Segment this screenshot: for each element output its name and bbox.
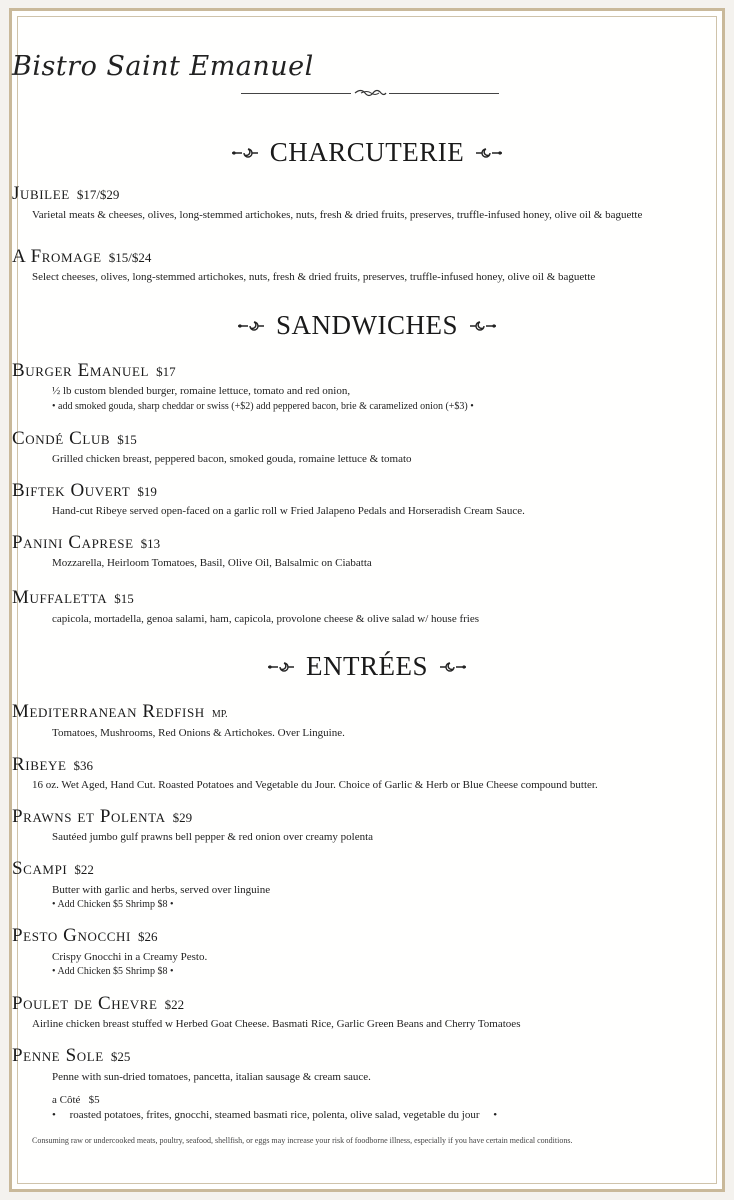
item-description: ½ lb custom blended burger, romaine lettuce, tomato and red onion,	[52, 385, 351, 397]
item-price: $22	[74, 862, 94, 877]
ornament-right-icon	[474, 146, 504, 160]
item-name: Prawns et Polenta	[12, 806, 166, 827]
ornament-right-icon	[438, 660, 468, 674]
item-name: A Fromage	[12, 246, 102, 267]
item-description: Butter with garlic and herbs, served over linguine	[52, 884, 271, 896]
item-description: Airline chicken breast stuffed w Herbed Goat Cheese. Basmati Rice, Garlic Green Beans and Cherry Tomatoes	[32, 1018, 521, 1030]
health-disclaimer: Consuming raw or undercooked meats, poultry, seafood, shellfish, or eggs may increase your risk of foodborne illness, especially if you have certain medical conditions.	[32, 1136, 573, 1145]
item-description: capicola, mortadella, genoa salami, ham, capicola, provolone cheese & olive salad w/ house fries	[52, 613, 480, 625]
section-title: SANDWICHES	[275, 310, 458, 340]
menu-item-title	[12, 701, 722, 723]
item-price: $13	[140, 536, 161, 551]
item-price: $25	[110, 1049, 131, 1064]
item-addons: • Add Chicken $5 Shrimp $8 •	[52, 899, 174, 910]
item-description: Crispy Gnocchi in a Creamy Pesto.	[52, 951, 208, 963]
menu-item-title	[12, 428, 722, 450]
item-price: $26	[137, 929, 158, 944]
menu-item-title	[12, 858, 722, 880]
item-price: $22	[164, 997, 185, 1012]
sides-heading	[52, 1093, 688, 1107]
item-price: $29	[172, 810, 193, 825]
section-heading-charcuterie	[12, 137, 722, 168]
item-description: Varietal meats & cheeses, olives, long-stemmed artichokes, nuts, fresh & dried fruits, preserves, truffle-infused honey, olive oil & baguette	[32, 209, 643, 221]
item-name: Jubilee	[12, 183, 70, 204]
flourish-icon	[351, 88, 389, 98]
menu-item-title	[12, 246, 722, 268]
item-name: Burger Emanuel	[12, 360, 150, 381]
item-description: Tomatoes, Mushrooms, Red Onions & Artichokes. Over Linguine.	[52, 727, 345, 739]
ornament-left-icon	[266, 660, 296, 674]
item-price: $17	[156, 364, 176, 379]
menu-page	[9, 8, 725, 1192]
menu-item-title	[12, 183, 722, 205]
item-name: Pesto Gnocchi	[12, 925, 131, 946]
item-name: Mediterranean Redfish	[12, 701, 205, 722]
item-price: $19	[137, 484, 157, 499]
item-description: Mozzarella, Heirloom Tomatoes, Basil, Olive Oil, Balsalmic on Ciabatta	[52, 557, 372, 569]
menu-item-title	[12, 360, 722, 382]
item-addons: • add smoked gouda, sharp cheddar or swiss (+$2) add peppered bacon, brie & caramelized onion (+$3) •	[52, 401, 474, 412]
section-title: ENTRÉES	[306, 651, 428, 681]
item-name: Panini Caprese	[12, 532, 134, 553]
item-price: $17/$29	[76, 187, 120, 202]
item-description: Select cheeses, olives, long-stemmed artichokes, nuts, fresh & dried fruits, preserves, truffle-infused honey, olive oil & baguette	[32, 271, 596, 283]
sides-list: • roasted potatoes, frites, gnocchi, steamed basmati rice, polenta, olive salad, vegetable du jour •	[52, 1109, 498, 1121]
item-price: $15/$24	[108, 250, 152, 265]
menu-item-title	[12, 1045, 722, 1067]
sides-label: a Côté	[52, 1094, 81, 1106]
item-description: 16 oz. Wet Aged, Hand Cut. Roasted Potatoes and Vegetable du Jour. Choice of Garlic & Herb or Blue Cheese compound butter.	[32, 779, 598, 791]
item-price: $15	[117, 432, 137, 447]
item-name: Muffaletta	[12, 587, 108, 608]
item-description: Grilled chicken breast, peppered bacon, smoked gouda, romaine lettuce & tomato	[52, 453, 412, 465]
item-price: MP.	[211, 709, 228, 720]
menu-item-title	[12, 925, 722, 947]
ornament-right-icon	[468, 319, 498, 333]
menu-item-title	[12, 480, 722, 502]
ornament-left-icon	[236, 319, 266, 333]
section-heading-sandwiches	[12, 310, 722, 341]
ornament-left-icon	[230, 146, 260, 160]
item-name: Scampi	[12, 858, 68, 879]
menu-item-title	[12, 532, 722, 554]
section-title: CHARCUTERIE	[269, 137, 465, 167]
item-description: Penne with sun-dried tomatoes, pancetta, italian sausage & cream sauce.	[52, 1071, 371, 1083]
item-description: Hand-cut Ribeye served open-faced on a garlic roll w Fried Jalapeno Pedals and Horseradish Cream Sauce.	[52, 505, 525, 517]
item-price: $15	[114, 591, 134, 606]
menu-item-title	[12, 993, 722, 1015]
item-price: $36	[73, 758, 94, 773]
restaurant-name: Bistro Saint Emanuel	[12, 51, 314, 82]
menu-item-title	[12, 806, 722, 828]
section-heading-entrees	[12, 651, 722, 682]
item-name: Ribeye	[12, 754, 67, 775]
item-name: Poulet de Chevre	[12, 993, 158, 1014]
item-name: Biftek Ouvert	[12, 480, 131, 501]
sides-price: $5	[88, 1094, 100, 1106]
menu-item-title	[12, 587, 722, 609]
menu-item-title	[12, 754, 722, 776]
item-name: Condé Club	[12, 428, 111, 449]
item-addons: • Add Chicken $5 Shrimp $8 •	[52, 966, 174, 977]
item-name: Penne Sole	[12, 1045, 104, 1066]
item-description: Sautéed jumbo gulf prawns bell pepper & red onion over creamy polenta	[52, 831, 374, 843]
